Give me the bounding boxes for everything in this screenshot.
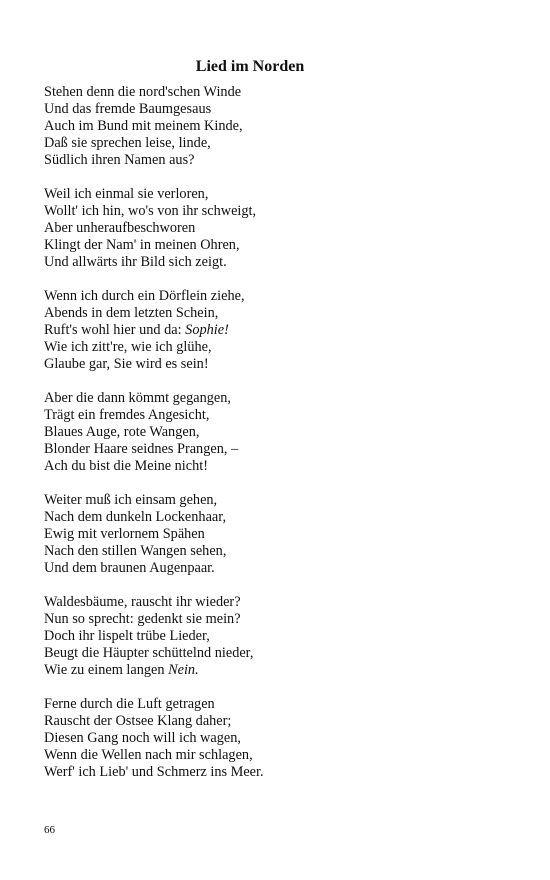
poem-line: Ach du bist die Meine nicht!	[44, 458, 208, 474]
poem-line: Nach dem dunkeln Lockenhaar,	[44, 509, 227, 525]
stanza	[44, 696, 524, 781]
poem-line: Aber unheraufbeschworen	[44, 220, 196, 236]
poem-line: Blaues Auge, rote Wangen,	[44, 424, 200, 440]
poem-title	[0, 57, 500, 77]
poem-line: Weiter muß ich einsam gehen,	[44, 492, 218, 508]
poem-title-text: Lied im Norden	[195, 58, 305, 75]
poem-line: Daß sie sprechen leise, linde,	[44, 135, 211, 151]
poem-line: Klingt der Nam' in meinen Ohren,	[44, 237, 240, 253]
stanza	[44, 390, 524, 475]
poem-line: Abends in dem letzten Schein,	[44, 305, 219, 321]
poem-line-italic: Nein.	[168, 662, 199, 678]
poem-line: Nach den stillen Wangen sehen,	[44, 543, 227, 559]
poem-line: Trägt ein fremdes Angesicht,	[44, 407, 210, 423]
page-number: 66	[44, 824, 55, 836]
poem-line: Waldesbäume, rauscht ihr wieder?	[44, 594, 241, 610]
poem-line: Stehen denn die nord'schen Winde	[44, 84, 242, 100]
poem-line: Aber die dann kömmt gegangen,	[44, 390, 231, 406]
poem-line: Wollt' ich hin, wo's von ihr schweigt,	[44, 203, 257, 219]
poem-line: Nun so sprecht: gedenkt sie mein?	[44, 611, 241, 627]
poem-line: Wenn die Wellen nach mir schlagen,	[44, 747, 253, 763]
poem-line: Und das fremde Baumgesaus	[44, 101, 212, 117]
stanza	[44, 288, 524, 373]
poem-line: Wenn ich durch ein Dörflein ziehe,	[44, 288, 245, 304]
poem-line: Werf' ich Lieb' und Schmerz ins Meer.	[44, 764, 264, 780]
poem-line: Südlich ihren Namen aus?	[44, 152, 195, 168]
stanza	[44, 186, 524, 271]
poem-line-text: Wie zu einem langen	[44, 662, 169, 678]
stanza	[44, 492, 524, 577]
poem-line: Rauscht der Ostsee Klang daher;	[44, 713, 232, 729]
poem-line: Diesen Gang noch will ich wagen,	[44, 730, 241, 746]
poem-line: Ferne durch die Luft getragen	[44, 696, 215, 712]
poem-body	[44, 84, 524, 798]
poem-line: Und allwärts ihr Bild sich zeigt.	[44, 254, 227, 270]
poem-line	[44, 322, 524, 339]
stanza	[44, 84, 524, 169]
poem-line: Und dem braunen Augenpaar.	[44, 560, 215, 576]
poem-line-text: Ruft's wohl hier und da:	[44, 322, 186, 338]
poem-line: Blonder Haare seidnes Prangen, –	[44, 441, 239, 457]
poem-line-italic: Sophie!	[185, 322, 229, 338]
poem-line: Auch im Bund mit meinem Kinde,	[44, 118, 243, 134]
poem-line: Doch ihr lispelt trübe Lieder,	[44, 628, 210, 644]
poem-line	[44, 662, 524, 679]
poem-line: Weil ich einmal sie verloren,	[44, 186, 209, 202]
poem-line: Ewig mit verlornem Spähen	[44, 526, 205, 542]
poem-line: Beugt die Häupter schüttelnd nieder,	[44, 645, 254, 661]
stanza	[44, 594, 524, 679]
poem-line: Glaube gar, Sie wird es sein!	[44, 356, 209, 372]
poem-line: Wie ich zitt're, wie ich glühe,	[44, 339, 212, 355]
